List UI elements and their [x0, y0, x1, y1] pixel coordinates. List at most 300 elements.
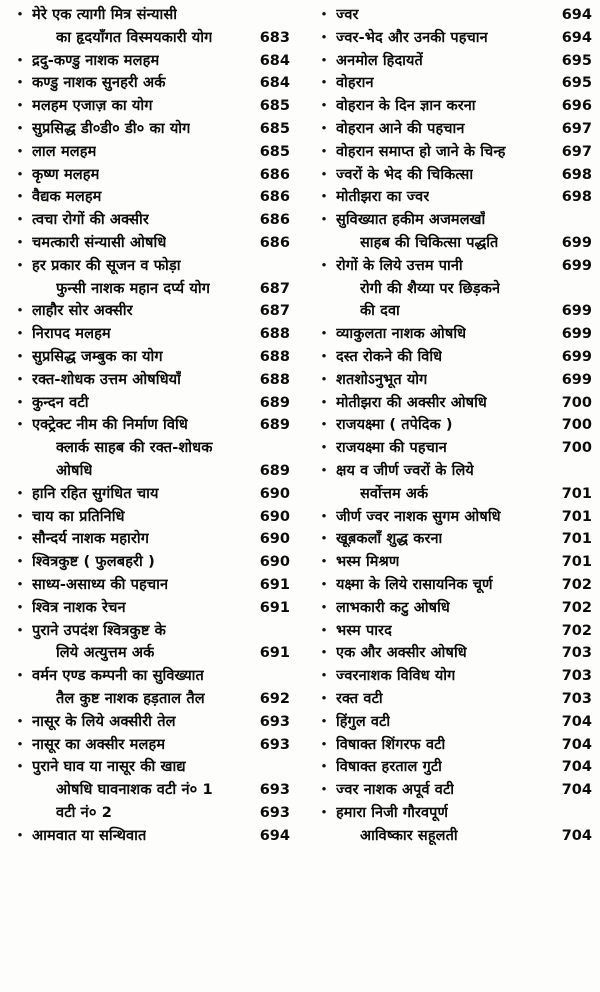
- toc-entry-line: [32, 597, 290, 620]
- toc-entry-line: [336, 27, 592, 50]
- toc-entry-title: यक्ष्मा के लिये रासायनिक चूर्ण: [336, 576, 493, 593]
- toc-entry-page-number: 690: [259, 485, 290, 502]
- toc-entry-title: वोहरान के दिन ज्ञान करना: [336, 98, 476, 115]
- toc-entry-title: तैल कुष्ट नाशक हड़ताल तैल: [56, 689, 205, 707]
- toc-entry-page-number: 704: [561, 736, 592, 753]
- toc-entry[interactable]: [8, 300, 290, 323]
- toc-entry-page-number: 703: [561, 690, 592, 707]
- toc-entry-title: शतशोऽनुभूत योग: [336, 371, 428, 388]
- toc-entry-page-number: 687: [259, 280, 290, 297]
- toc-entry-title: लिये अत्युत्तम अर्क: [56, 644, 155, 662]
- toc-entry-line: [32, 506, 290, 529]
- bullet-icon: •: [17, 7, 23, 23]
- toc-entry[interactable]: [312, 802, 592, 848]
- toc-entry-page-number: 694: [561, 7, 592, 23]
- toc-entry-line: [32, 186, 290, 209]
- toc-entry-page-number: 704: [561, 827, 592, 844]
- toc-entry[interactable]: [312, 597, 592, 620]
- toc-entry-title: साध्य-असाध्य की पहचान: [32, 575, 169, 593]
- index-column-left: [0, 4, 300, 992]
- toc-entry-title: सर्वोत्तम अर्क: [360, 485, 429, 502]
- toc-entry[interactable]: [8, 574, 290, 597]
- toc-entry-page-number: 690: [259, 554, 290, 571]
- toc-entry-title: अनमोल हिदायतें: [336, 52, 423, 69]
- toc-entry[interactable]: [312, 460, 592, 506]
- toc-entry-title: जीर्ण ज्वर नाशक सुगम ओषधि: [336, 508, 501, 525]
- bullet-icon: •: [321, 75, 327, 92]
- toc-entry-page-number: 691: [259, 599, 290, 616]
- toc-entry-title: श्वित्रकुष्ट ( फुलबहरी ): [32, 553, 155, 571]
- toc-entry[interactable]: [312, 620, 592, 643]
- bullet-icon: •: [17, 508, 23, 525]
- bullet-icon: •: [321, 348, 327, 365]
- index-column-right: [300, 4, 600, 992]
- toc-entry-page-number: 686: [259, 189, 290, 206]
- bullet-icon: •: [321, 668, 327, 685]
- toc-entry-line: [336, 506, 592, 529]
- toc-entry[interactable]: [8, 255, 290, 301]
- toc-entry-page-number: 696: [561, 98, 592, 115]
- toc-entry-title: पुराने घाव या नासूर की खाद्य: [32, 758, 186, 776]
- toc-entry[interactable]: [312, 414, 592, 437]
- bullet-icon: •: [17, 303, 23, 320]
- toc-entry-continuation-line: [336, 278, 592, 301]
- toc-entry-line: [336, 665, 592, 688]
- toc-entry[interactable]: [8, 186, 290, 209]
- toc-entry-title: कण्डु नाशक सुनहरी अर्क: [32, 74, 166, 92]
- toc-entry-title: क्लार्क साहब की रक्त-शोधक: [56, 439, 213, 457]
- toc-entry-line: [32, 72, 290, 95]
- toc-entry-line: [32, 255, 290, 278]
- toc-entry-title: रक्त वटी: [336, 690, 383, 707]
- toc-entry-line: [32, 95, 290, 118]
- toc-entry[interactable]: [8, 620, 290, 666]
- toc-entry-continuation-line: [32, 779, 290, 802]
- toc-entry-title: चाय का प्रतिनिधि: [32, 507, 125, 525]
- toc-entry-continuation-line: [336, 825, 592, 848]
- toc-entry-line: [32, 50, 290, 73]
- toc-entry-title: दस्त रोकने की विधि: [336, 348, 443, 365]
- toc-entry-line: [336, 50, 592, 73]
- toc-entry-line: [32, 141, 290, 164]
- toc-entry-line: [336, 597, 592, 620]
- toc-entry-title: लाल मलहम: [32, 142, 97, 160]
- bullet-icon: •: [321, 576, 327, 593]
- toc-entry[interactable]: [312, 528, 592, 551]
- toc-entry-title: साहब की चिकित्सा पद्धति: [360, 234, 499, 251]
- toc-entry-page-number: 704: [561, 713, 592, 730]
- toc-entry[interactable]: [312, 164, 592, 187]
- toc-entry-title: हर प्रकार की सूजन व फोड़ा: [32, 256, 181, 274]
- toc-entry[interactable]: [8, 118, 290, 141]
- toc-entry[interactable]: [312, 506, 592, 529]
- bullet-icon: •: [321, 782, 327, 799]
- toc-entry-line: [32, 369, 290, 392]
- toc-entry-page-number: 699: [561, 326, 592, 343]
- bullet-icon: •: [17, 394, 23, 411]
- toc-entry-page-number: 685: [259, 98, 290, 115]
- toc-entry-page-number: 688: [259, 348, 290, 365]
- toc-entry-line: [336, 802, 592, 825]
- toc-entry-continuation-line: [32, 460, 290, 483]
- toc-entry[interactable]: [8, 734, 290, 757]
- bullet-icon: •: [17, 348, 23, 365]
- toc-entry-line: [336, 72, 592, 95]
- toc-entry-line: [32, 4, 290, 27]
- toc-entry-line: [336, 392, 592, 415]
- toc-entry-title: राजयक्ष्मा की पहचान: [336, 440, 447, 457]
- toc-entry-continuation-line: [32, 27, 290, 50]
- bullet-icon: •: [321, 599, 327, 616]
- toc-entry[interactable]: [312, 642, 592, 665]
- toc-entry-line: [32, 323, 290, 346]
- toc-entry[interactable]: [8, 665, 290, 711]
- toc-entry-title: सुप्रसिद्ध जम्बुक का योग: [32, 347, 163, 365]
- toc-entry[interactable]: [8, 346, 290, 369]
- toc-entry[interactable]: [312, 392, 592, 415]
- toc-entry[interactable]: [312, 756, 592, 779]
- toc-entry-title: लाहौर सोर अक्सीर: [32, 302, 133, 320]
- toc-entry-page-number: 686: [259, 166, 290, 183]
- toc-entry-title: मलहम एजाज़ का योग: [32, 97, 153, 115]
- toc-entry-line: [336, 141, 592, 164]
- bullet-icon: •: [321, 508, 327, 525]
- toc-entry[interactable]: [312, 186, 592, 209]
- toc-entry-page-number: 699: [561, 303, 592, 320]
- toc-entry-title: वैद्यक मलहम: [32, 188, 102, 206]
- bullet-icon: •: [321, 759, 327, 776]
- toc-entry-title: नासूर का अक्सीर मलहम: [32, 735, 166, 753]
- bullet-icon: •: [17, 120, 23, 137]
- toc-entry[interactable]: [312, 255, 592, 323]
- bullet-icon: •: [17, 599, 23, 616]
- toc-entry[interactable]: [8, 825, 290, 848]
- toc-entry[interactable]: [312, 118, 592, 141]
- toc-entry-title: का हृदयाँगत विस्मयकारी योग: [56, 28, 213, 46]
- bullet-icon: •: [321, 417, 327, 434]
- toc-entry-title: राजयक्ष्मा ( तपेदिक ): [336, 417, 453, 434]
- toc-entry-page-number: 697: [561, 120, 592, 137]
- toc-entry[interactable]: [8, 506, 290, 529]
- toc-entry-title: ज्वरों के भेद की चिकित्सा: [336, 166, 474, 183]
- toc-entry[interactable]: [312, 734, 592, 757]
- toc-entry-line: [32, 483, 290, 506]
- toc-entry[interactable]: [8, 369, 290, 392]
- toc-entry-page-number: 694: [259, 827, 290, 844]
- toc-entry[interactable]: [8, 414, 290, 482]
- toc-entry[interactable]: [312, 688, 592, 711]
- toc-entry-line: [336, 574, 592, 597]
- toc-entry-page-number: 687: [259, 303, 290, 320]
- toc-entry-continuation-line: [336, 483, 592, 506]
- toc-entry-page-number: 700: [561, 394, 592, 411]
- toc-entry-page-number: 693: [259, 782, 290, 799]
- toc-entry-page-number: 697: [561, 143, 592, 160]
- toc-entry-continuation-line: [32, 802, 290, 825]
- toc-entry[interactable]: [312, 95, 592, 118]
- toc-entry-title: फुन्सी नाशक महान दर्प्य योग: [56, 279, 211, 297]
- toc-entry-line: [32, 209, 290, 232]
- toc-entry[interactable]: [312, 72, 592, 95]
- bullet-icon: •: [17, 143, 23, 160]
- toc-entry-title: कुन्दन वटी: [32, 393, 89, 411]
- bullet-icon: •: [17, 371, 23, 388]
- toc-entry[interactable]: [8, 597, 290, 620]
- toc-entry-title: व्याकुलता नाशक ओषधि: [336, 326, 467, 343]
- toc-entry-page-number: 702: [561, 599, 592, 616]
- toc-list-left: [8, 4, 290, 847]
- toc-entry-page-number: 691: [259, 576, 290, 593]
- bullet-icon: •: [17, 52, 23, 69]
- toc-entry-page-number: 695: [561, 75, 592, 92]
- bullet-icon: •: [321, 166, 327, 183]
- toc-entry[interactable]: [8, 50, 290, 73]
- toc-entry[interactable]: [312, 323, 592, 346]
- toc-entry[interactable]: [8, 392, 290, 415]
- bullet-icon: •: [321, 98, 327, 115]
- bullet-icon: •: [17, 166, 23, 183]
- bullet-icon: •: [321, 440, 327, 457]
- toc-entry-line: [32, 414, 290, 437]
- toc-entry-line: [336, 346, 592, 369]
- toc-entry-page-number: 699: [561, 257, 592, 274]
- bullet-icon: •: [321, 645, 327, 662]
- toc-entry-line: [336, 164, 592, 187]
- toc-entry-title: सौन्दर्य नाशक महारोग: [32, 530, 150, 548]
- toc-entry-title: निरापद मलहम: [32, 325, 111, 343]
- toc-entry-title: ओषधि घावनाशक वटी नं० 1: [56, 781, 213, 799]
- toc-entry-continuation-line: [32, 437, 290, 460]
- toc-entry-line: [32, 665, 290, 688]
- toc-entry-page-number: 689: [259, 394, 290, 411]
- toc-entry[interactable]: [8, 209, 290, 232]
- toc-entry-page-number: 684: [259, 75, 290, 92]
- bullet-icon: •: [321, 7, 327, 23]
- bullet-icon: •: [17, 257, 23, 274]
- toc-entry[interactable]: [312, 779, 592, 802]
- toc-entry[interactable]: [8, 756, 290, 824]
- toc-entry-page-number: 684: [259, 52, 290, 69]
- bullet-icon: •: [321, 804, 327, 821]
- toc-entry[interactable]: [8, 711, 290, 734]
- toc-entry-title: आमवात या सन्थिवात: [32, 826, 147, 844]
- toc-entry-title: रोगों के लिये उत्तम पानी: [336, 257, 463, 274]
- toc-entry-page-number: 686: [259, 212, 290, 229]
- toc-entry[interactable]: [8, 483, 290, 506]
- toc-entry[interactable]: [312, 4, 592, 27]
- bullet-icon: •: [321, 462, 327, 479]
- toc-entry-title: नासूर के लिये अक्सीरी तेल: [32, 712, 176, 730]
- toc-entry[interactable]: [8, 528, 290, 551]
- toc-entry-page-number: 701: [561, 531, 592, 548]
- toc-entry-line: [32, 620, 290, 643]
- toc-entry-line: [336, 460, 592, 483]
- toc-entry-title: भस्म पारद: [336, 622, 392, 639]
- toc-entry-title: ज्वर नाशक अपूर्व वटी: [336, 782, 455, 799]
- toc-entry-title: लाभकारी कटु ओषधि: [336, 599, 450, 616]
- toc-entry-page-number: 693: [259, 713, 290, 730]
- toc-entry-line: [336, 620, 592, 643]
- toc-entry-page-number: 695: [561, 52, 592, 69]
- toc-entry[interactable]: [312, 141, 592, 164]
- bullet-icon: •: [17, 531, 23, 548]
- bullet-icon: •: [321, 690, 327, 707]
- toc-entry-page-number: 700: [561, 417, 592, 434]
- toc-entry[interactable]: [312, 27, 592, 50]
- toc-entry-title: की दवा: [360, 303, 400, 320]
- toc-entry[interactable]: [312, 50, 592, 73]
- toc-entry-title: ज्वरनाशक विविध योग: [336, 668, 456, 685]
- toc-entry-title: ज्वर-भेद और उनकी पहचान: [336, 29, 488, 46]
- toc-entry-page-number: 691: [259, 645, 290, 662]
- bullet-icon: •: [17, 234, 23, 251]
- toc-entry[interactable]: [312, 209, 592, 255]
- toc-entry-line: [32, 232, 290, 255]
- toc-entry-page-number: 685: [259, 120, 290, 137]
- toc-entry-line: [336, 437, 592, 460]
- toc-entry-page-number: 702: [561, 576, 592, 593]
- bullet-icon: •: [321, 371, 327, 388]
- toc-entry[interactable]: [8, 551, 290, 574]
- toc-entry[interactable]: [312, 346, 592, 369]
- bullet-icon: •: [321, 622, 327, 639]
- toc-list-right: [312, 4, 592, 847]
- toc-entry-line: [32, 734, 290, 757]
- toc-entry-line: [336, 118, 592, 141]
- toc-entry-title: विषाक्त हरताल गुटी: [336, 759, 442, 776]
- toc-entry-line: [336, 186, 592, 209]
- toc-entry-line: [336, 414, 592, 437]
- bullet-icon: •: [17, 576, 23, 593]
- bullet-icon: •: [17, 212, 23, 229]
- toc-entry-line: [336, 323, 592, 346]
- bullet-icon: •: [17, 713, 23, 730]
- bullet-icon: •: [321, 531, 327, 548]
- bullet-icon: •: [17, 485, 23, 502]
- toc-entry-page-number: 701: [561, 508, 592, 525]
- bullet-icon: •: [17, 736, 23, 753]
- bullet-icon: •: [321, 554, 327, 571]
- toc-entry-title: कृष्ण मलहम: [32, 165, 100, 183]
- toc-entry-line: [336, 551, 592, 574]
- toc-entry-page-number: 703: [561, 668, 592, 685]
- toc-entry-title: रोगी की शैय्या पर छिड़कने: [360, 280, 501, 297]
- toc-entry-line: [336, 688, 592, 711]
- bullet-icon: •: [321, 143, 327, 160]
- toc-entry-line: [336, 369, 592, 392]
- toc-entry-title: भस्म मिश्रण: [336, 554, 400, 571]
- toc-entry-page-number: 698: [561, 166, 592, 183]
- toc-entry[interactable]: [8, 4, 290, 50]
- toc-entry-page-number: 699: [561, 371, 592, 388]
- toc-entry-page-number: 700: [561, 440, 592, 457]
- bullet-icon: •: [321, 29, 327, 46]
- toc-entry-page-number: 702: [561, 622, 592, 639]
- toc-entry-line: [32, 528, 290, 551]
- toc-entry[interactable]: [8, 95, 290, 118]
- bullet-icon: •: [321, 736, 327, 753]
- toc-entry-line: [32, 392, 290, 415]
- toc-entry-line: [32, 118, 290, 141]
- toc-entry[interactable]: [312, 574, 592, 597]
- toc-entry-continuation-line: [336, 232, 592, 255]
- toc-entry-page-number: 690: [259, 508, 290, 525]
- toc-entry-line: [336, 756, 592, 779]
- bullet-icon: •: [321, 713, 327, 730]
- toc-entry-page-number: 699: [561, 234, 592, 251]
- toc-entry-title: सुविख्यात हकीम अजमलखाँ: [336, 212, 486, 229]
- toc-entry-page-number: 699: [561, 348, 592, 365]
- toc-entry[interactable]: [8, 232, 290, 255]
- toc-entry-line: [32, 574, 290, 597]
- toc-entry[interactable]: [312, 437, 592, 460]
- toc-entry-line: [336, 95, 592, 118]
- toc-entry[interactable]: [312, 369, 592, 392]
- toc-entry-title: सुप्रसिद्ध डी०डी० डी० का योग: [32, 119, 191, 137]
- toc-entry-continuation-line: [32, 642, 290, 665]
- bullet-icon: •: [321, 120, 327, 137]
- toc-entry-page-number: 704: [561, 782, 592, 799]
- toc-entry-line: [32, 825, 290, 848]
- toc-entry[interactable]: [312, 665, 592, 688]
- toc-entry-title: ज्वर: [336, 7, 359, 23]
- toc-entry-page-number: 689: [259, 462, 290, 479]
- toc-entry-page-number: 685: [259, 143, 290, 160]
- toc-entry-title: मोतीझरा की अक्सीर ओषधि: [336, 394, 487, 411]
- toc-entry-page-number: 686: [259, 234, 290, 251]
- toc-entry-title: मेरे एक त्यागी मित्र संन्यासी: [32, 6, 178, 23]
- toc-entry-title: चमत्कारी संन्यासी ओषधि: [32, 233, 167, 251]
- toc-entry-title: एक और अक्सीर ओषधि: [336, 645, 467, 662]
- toc-entry-page-number: 683: [259, 29, 290, 46]
- toc-entry[interactable]: [312, 711, 592, 734]
- toc-entry-line: [336, 209, 592, 232]
- toc-entry[interactable]: [8, 72, 290, 95]
- bullet-icon: •: [17, 417, 23, 434]
- bullet-icon: •: [17, 75, 23, 92]
- bullet-icon: •: [17, 326, 23, 343]
- toc-entry-title: वर्मन एण्ड कम्पनी का सुविख्यात: [32, 667, 204, 685]
- bullet-icon: •: [17, 759, 23, 776]
- toc-entry[interactable]: [312, 551, 592, 574]
- toc-entry-title: मोतीझरा का ज्वर: [336, 189, 430, 206]
- toc-entry-continuation-line: [32, 688, 290, 711]
- toc-entry-title: हिंगुल वटी: [336, 713, 391, 730]
- toc-entry-line: [32, 711, 290, 734]
- toc-entry[interactable]: [8, 141, 290, 164]
- bullet-icon: •: [17, 554, 23, 571]
- toc-entry-page-number: 704: [561, 759, 592, 776]
- toc-entry-line: [32, 551, 290, 574]
- toc-entry[interactable]: [8, 164, 290, 187]
- toc-entry-page-number: 693: [259, 736, 290, 753]
- bullet-icon: •: [321, 189, 327, 206]
- toc-entry-title: ओषधि: [56, 461, 93, 479]
- toc-entry-title: वोहरान आने की पहचान: [336, 120, 465, 137]
- toc-entry-line: [336, 711, 592, 734]
- toc-entry-line: [336, 4, 592, 27]
- toc-entry[interactable]: [8, 323, 290, 346]
- toc-entry-title: रक्त-शोधक उत्तम ओषधियाँ: [32, 370, 181, 388]
- bullet-icon: •: [321, 326, 327, 343]
- toc-entry-continuation-line: [336, 300, 592, 323]
- toc-entry-page-number: 692: [259, 690, 290, 707]
- toc-entry-line: [32, 300, 290, 323]
- toc-entry-page-number: 688: [259, 326, 290, 343]
- toc-entry-line: [32, 164, 290, 187]
- toc-entry-page-number: 701: [561, 554, 592, 571]
- toc-entry-line: [32, 756, 290, 779]
